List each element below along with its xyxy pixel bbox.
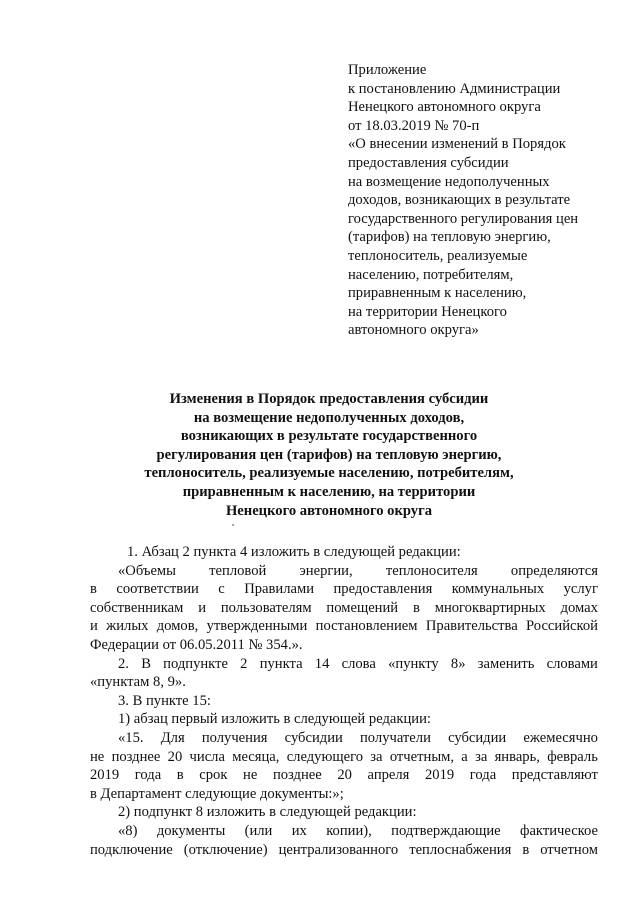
body-line-words: собственникам и пользователям помещений в многоквартирных домах	[90, 599, 598, 616]
heading-line: на возмещение недополученных доходов,	[193, 409, 465, 426]
body-line	[90, 617, 598, 636]
body-line	[90, 580, 598, 599]
appendix-line: (тарифов) на тепловую энергию,	[348, 229, 551, 246]
heading-line: Ненецкого автономного округа	[225, 502, 433, 519]
appendix-line: Ненецкого автономного округа	[348, 99, 541, 116]
appendix-header	[348, 61, 618, 340]
body-line: в Департамент следующие документы:»;	[90, 785, 344, 802]
appendix-line: населению, потребителям,	[348, 266, 514, 283]
heading-line: приравненным к населению, на территории	[182, 483, 476, 500]
heading-line: возникающих в результате государственного	[180, 428, 478, 445]
document-body	[90, 543, 598, 859]
appendix-line: «О внесении изменений в Порядок	[348, 136, 566, 153]
body-line: 3. В пункте 15:	[118, 692, 211, 709]
appendix-line: от 18.03.2019 № 70-п	[348, 117, 480, 134]
body-line-words: 2019 года в срок не позднее 20 апреля 2019 года представляют	[90, 767, 598, 784]
appendix-line: к постановлению Администрации	[348, 80, 561, 97]
scan-speck	[232, 524, 234, 526]
appendix-line: приравненным к населению,	[348, 285, 527, 302]
heading-line: Изменения в Порядок предоставления субсидии	[169, 391, 489, 407]
appendix-line: Приложение	[348, 62, 427, 78]
body-line-words: и жилых домов, утвержденными постановлением Правительства Российской	[90, 618, 598, 635]
body-line: 1. Абзац 2 пункта 4 изложить в следующей редакции:	[127, 544, 461, 560]
body-line-words: не позднее 20 числа месяца, следующего за отчетным, а за январь, февраль	[90, 748, 598, 765]
appendix-line: на территории Ненецкого	[348, 303, 507, 320]
appendix-line: доходов, возникающих в результате	[348, 192, 571, 209]
body-line: «пунктам 8, 9».	[90, 674, 186, 691]
appendix-line: предоставления субсидии	[348, 154, 509, 171]
body-line-words: «8) документы (или их копии), подтверждающие фактическое	[118, 822, 598, 839]
body-line-words: «Объемы тепловой энергии, теплоносителя определяются	[118, 562, 598, 579]
appendix-line: теплоноситель, реализуемые	[348, 247, 528, 264]
body-line: 2) подпункт 8 изложить в следующей редакции:	[118, 804, 417, 821]
body-line-words: в соответствии с Правилами предоставления коммунальных услуг	[90, 581, 598, 598]
body-line	[90, 655, 598, 674]
body-line: Федерации от 06.05.2011 № 354.».	[90, 636, 303, 653]
body-line	[90, 822, 598, 841]
body-line-words: 2. В подпункте 2 пункта 14 слова «пункту 8» заменить словами	[118, 655, 598, 672]
appendix-line: государственного регулирования цен	[348, 210, 579, 227]
body-line	[90, 599, 598, 618]
appendix-line: на возмещение недополученных	[348, 173, 550, 190]
appendix-line: автономного округа»	[348, 322, 479, 339]
body-line-words: «15. Для получения субсидии получатели субсидии ежемесячно	[118, 729, 598, 746]
body-line: 1) абзац первый изложить в следующей редакции:	[118, 711, 431, 728]
body-line	[90, 729, 598, 748]
body-line	[90, 766, 598, 785]
body-line-words: подключение (отключение) централизованного теплоснабжения в отчетном	[90, 841, 598, 858]
body-line	[90, 841, 598, 860]
body-line	[90, 748, 598, 767]
heading-line: регулирования цен (тарифов) на тепловую энергию,	[156, 446, 502, 463]
body-line	[90, 562, 598, 581]
document-heading	[110, 390, 548, 520]
heading-line: теплоноситель, реализуемые населению, потребителям,	[144, 465, 514, 482]
